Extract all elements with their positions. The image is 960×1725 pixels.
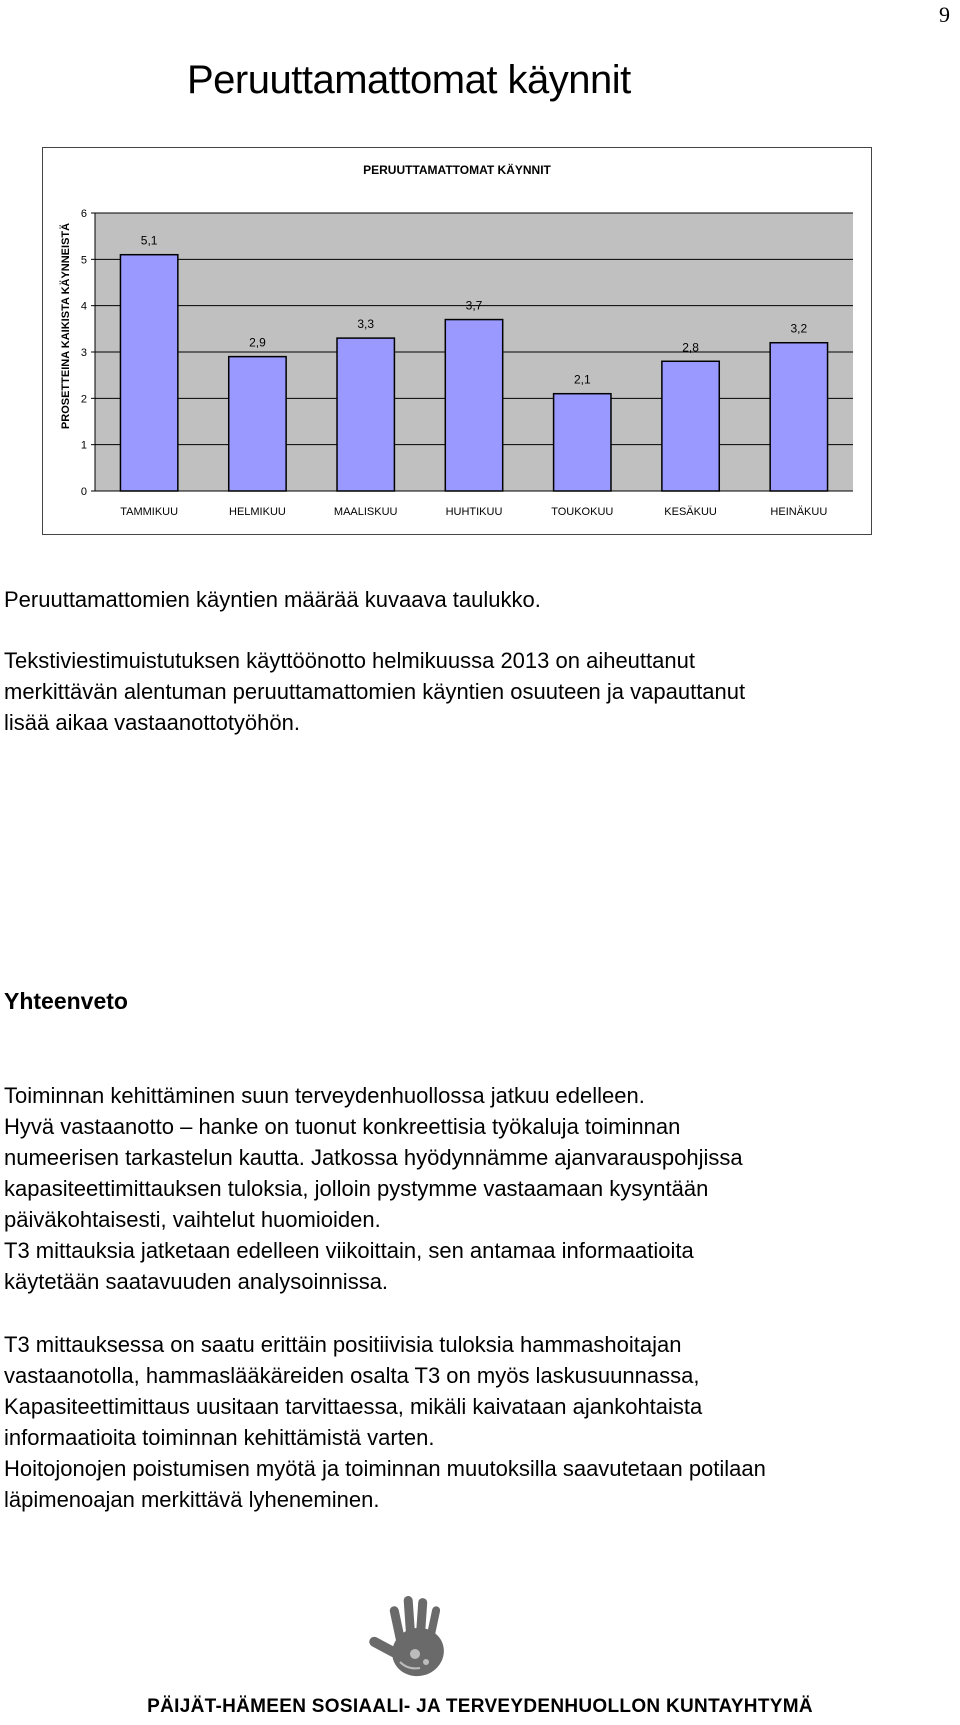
text-line: lisää aikaa vastaanottotyöhön. [4,710,300,735]
text-line: Toiminnan kehittäminen suun terveydenhuollossa jatkuu edelleen. [4,1083,645,1108]
chart-y-axis-label: PROSETTEINA KAIKISTA KÄYNNEISTÄ [60,222,72,430]
footer-organization-name: PÄIJÄT-HÄMEEN SOSIAALI- JA TERVEYDENHUOLLON KUNTAYHTYMÄ [147,1696,813,1717]
y-tick-label: 1 [80,439,87,452]
x-tick-label: HUHTIKUU [445,506,503,518]
page-number: 9 [939,2,950,27]
x-tick-label: HEINÄKUU [770,506,828,518]
y-tick-label: 0 [80,486,87,498]
summary-heading: Yhteenveto [4,988,128,1014]
data-label: 2,9 [249,335,266,350]
text-line: numeerisen tarkastelun kautta. Jatkossa hyödynnämme ajanvarauspohjissa [4,1145,743,1170]
text-line: Tekstiviestimuistutuksen käyttöönotto helmikuussa 2013 on aiheuttanut [4,648,695,673]
data-label: 3,7 [465,298,483,313]
y-tick-label: 4 [80,300,87,313]
section-heading: Peruuttamattomat käynnit [187,58,631,102]
y-tick-label: 6 [80,208,87,220]
summary-paragraph-1 [4,1080,954,1297]
text-line: vastaanotolla, hammaslääkäreiden osalta T3 on myös laskusuunnassa, [4,1363,700,1388]
text-line: merkittävän alentuman peruuttamattomien käyntien osuuteen ja vapauttanut [4,679,746,704]
text-line: Kapasiteettimittaus uusitaan tarvittaessa, mikäli kaivataan ajankohtaista [4,1394,703,1419]
y-tick-label: 5 [80,254,87,267]
text-line: T3 mittauksia jatketaan edelleen viikoittain, sen antamaa informaatioita [4,1238,694,1263]
chart-frame [42,147,872,535]
chart-caption: Peruuttamattomien käyntien määrää kuvaava taulukko. [4,587,541,612]
plot-area [81,208,853,518]
text-line: informaatioita toiminnan kehittämistä varten. [4,1425,435,1450]
text-line: päiväkohtaisesti, vaihtelut huomioiden. [4,1207,381,1232]
data-label: 5,1 [140,233,158,248]
data-label: 2,8 [682,340,699,355]
text-line: Hoitojonojen poistumisen myötä ja toiminnan muutoksilla saavutetaan potilaan [4,1456,766,1481]
y-tick-label: 3 [80,347,87,359]
data-label: 2,1 [573,372,591,387]
handprint-logo-icon [360,1592,470,1692]
bar [770,343,827,491]
chart-title: PERUUTTAMATTOMAT KÄYNNIT [363,163,551,177]
x-tick-label: TOUKOKUU [551,506,614,518]
summary-paragraph-2 [4,1329,954,1515]
x-tick-label: HELMIKUU [229,506,286,518]
bar [337,338,394,491]
y-tick-label: 2 [80,393,87,406]
bar [445,320,502,491]
intro-paragraph [4,645,954,738]
text-line: T3 mittauksessa on saatu erittäin positiivisia tuloksia hammashoitajan [4,1332,682,1357]
data-label: 3,3 [357,317,375,332]
bar [120,255,177,491]
x-tick-label: KESÄKUU [664,506,717,518]
text-line: kapasiteettimittauksen tuloksia, jolloin pystymme vastaamaan kysyntään [4,1176,709,1201]
bar [554,394,611,491]
data-label: 3,2 [790,321,808,336]
x-tick-label: TAMMIKUU [120,506,179,518]
bar-chart [43,148,871,534]
bar [229,357,286,491]
text-line: Hyvä vastaanotto – hanke on tuonut konkreettisia työkaluja toiminnan [4,1114,681,1139]
bar [662,361,719,491]
text-line: läpimenoajan merkittävä lyheneminen. [4,1487,380,1512]
text-line: käytetään saatavuuden analysoinnissa. [4,1269,389,1294]
x-tick-label: MAALISKUU [333,506,398,518]
